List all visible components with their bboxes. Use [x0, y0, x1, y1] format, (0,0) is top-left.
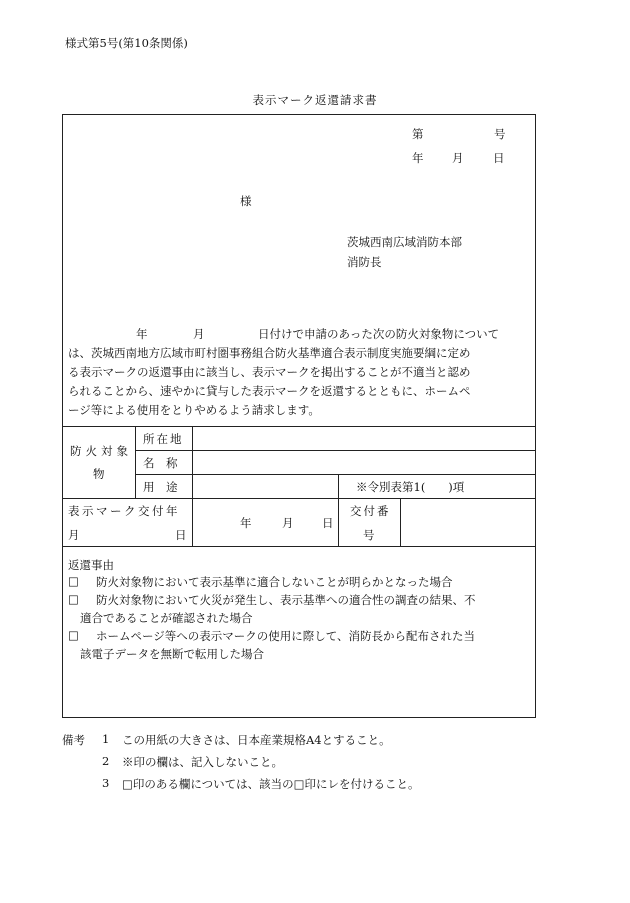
- note-3-number: 3: [102, 776, 110, 790]
- issue-number-label-line1: 交付番: [350, 504, 391, 518]
- reason-3-text-line2: 該電子データを無断で転用した場合: [80, 647, 264, 661]
- date-day-label: 日: [493, 151, 505, 165]
- reason-1-text: 防火対象物において表示基準に適合しないことが明らかとなった場合: [96, 575, 453, 589]
- addressee-honorific: 様: [240, 194, 252, 208]
- column-divider-value: [192, 426, 193, 546]
- reason-2-text-line1: 防火対象物において火災が発生し、表示基準への適合性の調査の結果、不: [96, 593, 476, 607]
- reasons-heading: 返還事由: [68, 558, 114, 572]
- body-line-3: る表示マークの返還事由に該当し、表示マークを掲出することが不適当と認め: [68, 365, 471, 379]
- number-prefix: 第: [412, 127, 424, 141]
- reason-3-text-line1: ホームページ等への表示マークの使用に際して、消防長から配布された当: [96, 629, 476, 643]
- note-3-text: □印のある欄については、該当の□印にレを付けること。: [122, 777, 420, 791]
- column-divider-label: [135, 426, 136, 498]
- body-line-1: 日付けで申請のあった次の防火対象物について: [258, 327, 500, 341]
- notes-label: 備考: [62, 733, 85, 747]
- issue-number-label-line2: 号: [363, 528, 375, 542]
- issue-date-month: 月: [282, 516, 294, 530]
- object-label-line2: 物: [93, 467, 105, 481]
- form-number: 様式第5号(第10条関係): [65, 36, 188, 50]
- reason-2-text-line2: 適合であることが確認された場合: [80, 611, 253, 625]
- issue-date-label-day: 日: [175, 528, 187, 542]
- number-suffix: 号: [494, 127, 506, 141]
- table-bottom-border: [62, 546, 536, 547]
- body-line-5: ージ等による使用をとりやめるよう請求します。: [68, 403, 320, 417]
- reason-3-checkbox[interactable]: □: [68, 628, 79, 642]
- body-line-2: は、茨城西南地方広域市町村圏事務組合防火基準適合表示制度実施要綱に定め: [68, 346, 471, 360]
- sender-organization: 茨城西南広域消防本部: [347, 235, 462, 249]
- issue-date-year: 年: [240, 516, 252, 530]
- column-divider-use: [338, 474, 339, 546]
- name-label: 名 称: [143, 456, 178, 470]
- row-divider-2: [135, 474, 536, 475]
- object-label-line1: 防火対象: [70, 444, 132, 458]
- issue-date-day: 日: [322, 516, 334, 530]
- reason-1-checkbox[interactable]: □: [68, 574, 79, 588]
- note-1-number: 1: [102, 732, 110, 746]
- issue-date-label-month: 月: [68, 528, 80, 542]
- use-classification-note: ※令別表第1( )項: [356, 480, 465, 494]
- body-line-4: られることから、速やかに貸与した表示マークを返還するとともに、ホームペ: [68, 384, 471, 398]
- row-divider-3: [62, 498, 536, 499]
- reason-2-checkbox[interactable]: □: [68, 592, 79, 606]
- date-year-label: 年: [412, 151, 424, 165]
- note-2-text: ※印の欄は、記入しないこと。: [122, 755, 283, 769]
- issue-date-label-line1: 表示マーク交付年: [68, 504, 180, 518]
- address-label: 所在地: [143, 432, 184, 446]
- sender-title: 消防長: [347, 255, 382, 269]
- date-month-label: 月: [452, 151, 464, 165]
- note-2-number: 2: [102, 754, 110, 768]
- use-label: 用 途: [143, 480, 178, 494]
- body-date-year: 年: [136, 327, 148, 341]
- document-title: 表示マーク返還請求書: [252, 93, 378, 107]
- body-date-month: 月: [193, 327, 205, 341]
- row-divider-1: [135, 450, 536, 451]
- note-1-text: この用紙の大きさは、日本産業規格A4とすること。: [122, 733, 391, 747]
- table-top-border: [62, 426, 536, 427]
- column-divider-issue-no: [400, 498, 401, 546]
